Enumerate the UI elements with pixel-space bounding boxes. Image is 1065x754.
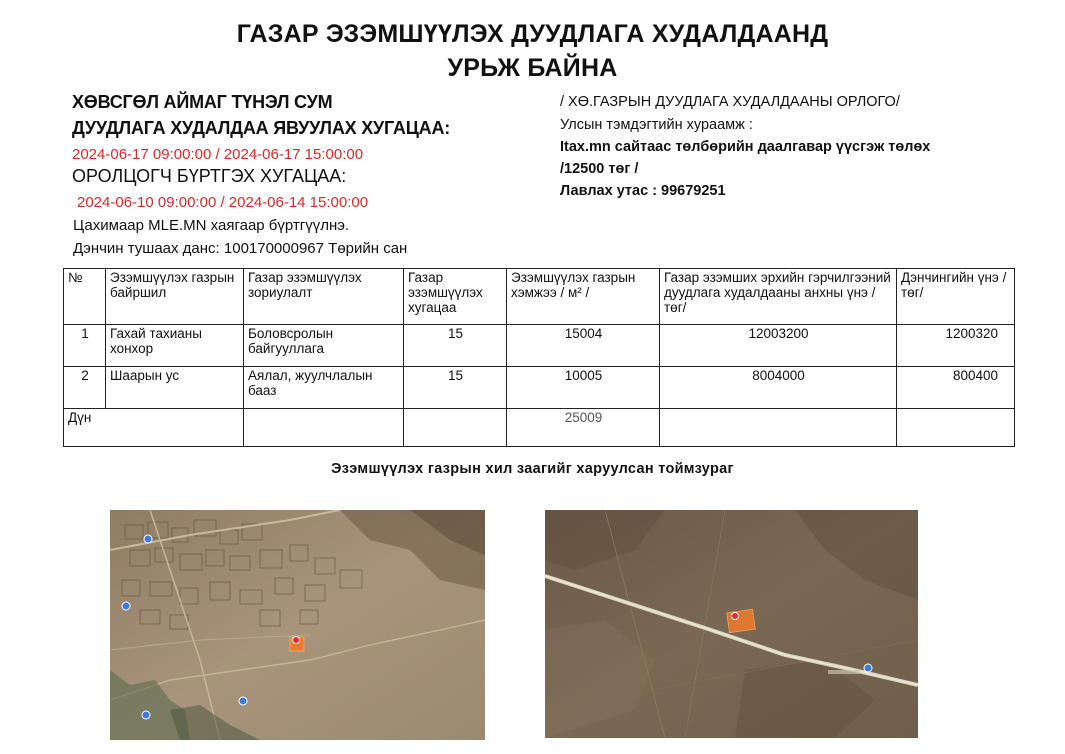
row-deposit: 800400 — [897, 367, 1015, 409]
auction-time-label: ДУУДЛАГА ХУДАЛДАА ЯВУУЛАХ ХУГАЦАА: — [72, 118, 451, 138]
header-location: Эзэмшүүлэх газрын байршил — [106, 269, 244, 325]
header-area: Эзэмшүүлэх газрын хэмжээ / м² / — [507, 269, 660, 325]
header-purpose: Газар эзэмшүүлэх зориулалт — [244, 269, 404, 325]
heading-line-1: ГАЗАР ЭЗЭМШҮҮЛЭХ ДУУДЛАГА ХУДАЛДААНД — [236, 20, 829, 48]
row-duration: 15 — [404, 367, 507, 409]
header-starting-price: Газар эзэмших эрхийн гэрчилгээний дуудлага худалдааны анхны үнэ /төг/ — [660, 269, 897, 325]
total-empty-cell — [404, 409, 507, 447]
reference-phone: Лавлах утас : 99679251 — [560, 183, 726, 199]
registration-value: 2024-06-10 09:00:00 / 2024-06-14 15:00:00 — [77, 194, 369, 211]
deposit-account: Дэнчин тушаах данс: 100170000967 Төрийн сан — [73, 240, 408, 257]
revenue-note: / ХӨ.ГАЗРЫН ДУУДЛАГА ХУДАЛДААНЫ ОРЛОГО/ — [560, 94, 900, 110]
header-duration: Газар эзэмшүүлэх хугацаа — [404, 269, 507, 325]
location-title: ХӨВСГӨЛ АЙМАГ ТҮНЭЛ СУМ — [72, 92, 333, 112]
fee-instruction: Itax.mn сайтаас төлбөрийн даалгавар үүсгэж төлөх — [560, 139, 931, 155]
table-row — [64, 325, 1015, 367]
row-number: 1 — [64, 325, 106, 367]
satellite-map-2 — [545, 510, 918, 738]
row-duration: 15 — [404, 325, 507, 367]
row-starting-price: 12003200 — [660, 325, 897, 367]
total-empty-cell — [660, 409, 897, 447]
table-row — [64, 367, 1015, 409]
table-header-row — [64, 269, 1015, 325]
map-caption: Эзэмшүүлэх газрын хил заагийг харуулсан тоймзураг — [331, 461, 734, 477]
row-location: Шаарын ус — [106, 367, 244, 409]
header-number: № — [64, 269, 106, 325]
fee-amount: /12500 төг / — [560, 161, 639, 177]
heading-line-2: УРЬЖ БАЙНА — [447, 54, 618, 82]
stamp-fee-label: Улсын тэмдэгтийн хураамж : — [560, 117, 753, 133]
total-label: Дүн — [64, 409, 244, 447]
row-location: Гахай тахианы хонхор — [106, 325, 244, 367]
online-registration-note: Цахимаар MLE.MN хаягаар бүртгүүлнэ. — [73, 217, 350, 234]
auction-time-value: 2024-06-17 09:00:00 / 2024-06-17 15:00:00 — [72, 146, 364, 163]
row-starting-price: 8004000 — [660, 367, 897, 409]
row-purpose: Боловсролын байгууллага — [244, 325, 404, 367]
satellite-map-1 — [110, 510, 485, 740]
registration-label: ОРОЛЦОГЧ БҮРТГЭХ ХУГАЦАА: — [72, 166, 347, 186]
total-area: 25009 — [507, 409, 660, 447]
row-area: 10005 — [507, 367, 660, 409]
row-purpose: Аялал, жуулчлалын бааз — [244, 367, 404, 409]
total-empty-cell — [897, 409, 1015, 447]
row-deposit: 1200320 — [897, 325, 1015, 367]
row-area: 15004 — [507, 325, 660, 367]
row-number: 2 — [64, 367, 106, 409]
table-total-row — [64, 409, 1015, 447]
land-auction-table — [63, 268, 1015, 447]
total-empty-cell — [244, 409, 404, 447]
header-deposit: Дэнчингийн үнэ /төг/ — [897, 269, 1015, 325]
